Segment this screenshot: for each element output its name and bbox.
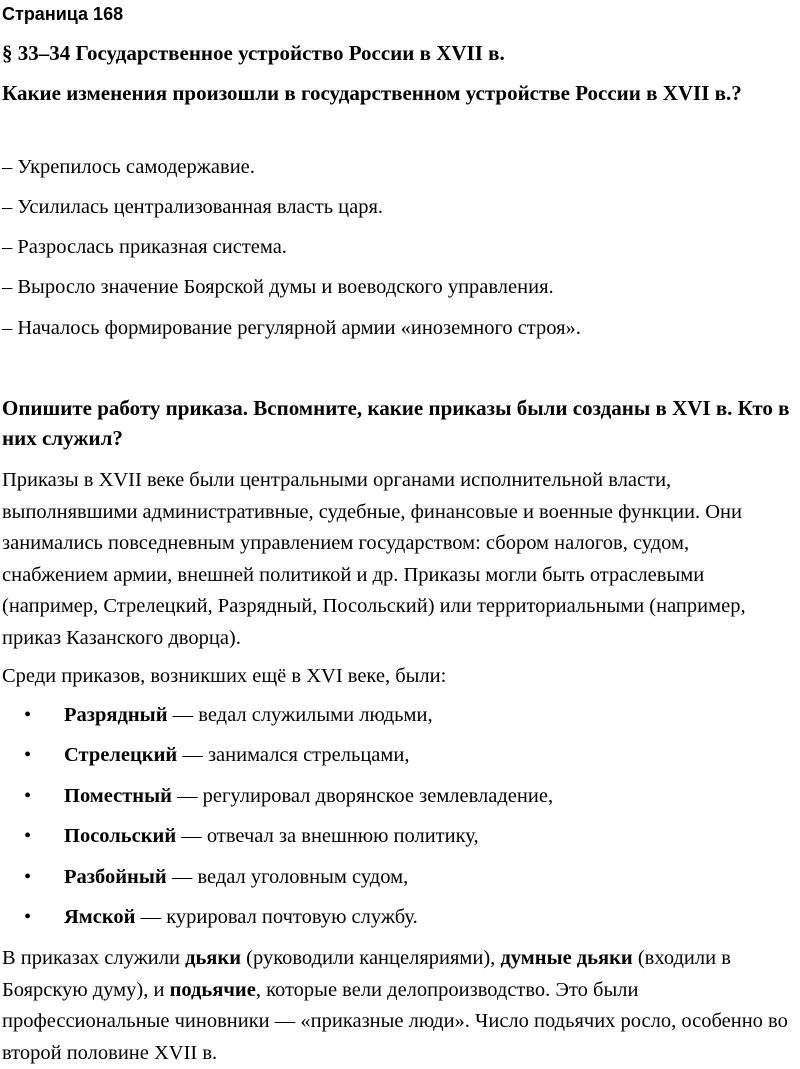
list-item-text: Посольский — отвечал за внешнюю политику, <box>64 825 479 847</box>
list-item-text: Поместный — регулировал дворянское землевладение, <box>64 785 554 807</box>
question-2-heading: Опишите работу приказа. Вспомните, какие приказы были созданы в XVI в. Кто в них служил? <box>2 396 790 450</box>
answer-item: – Укрепилось самодержавие. <box>2 156 255 178</box>
bullet-icon: • <box>24 785 32 807</box>
officials-paragraph: В приказах служили дьяки (руководили канцеляриями), думные дьяки (входили в Боярскую думу), и подьячие, которые вели делопроизводство. Это были профессиональные чиновники — «приказные люди». Число подьячих росло, особенно во второй половине XVII в. <box>2 947 788 1064</box>
term-dyaki: дьяки <box>185 947 242 969</box>
answer-item: – Усилилась централизованная власть царя. <box>2 196 384 218</box>
term-dumnye-dyaki: думные дьяки <box>500 947 633 969</box>
answer-item: – Разрослась приказная система. <box>2 236 287 258</box>
list-item-text: Разрядный — ведал служилыми людьми, <box>64 704 433 726</box>
prikazy-description-paragraph: Приказы в XVII веке были центральными органами исполнительной власти, выполнявшими административные, судебные, финансовые и военные функции. Они занимались повседневным управлением государством: сбором налогов, судом, снабжением армии, внешней политикой и др. Приказы могли быть отраслевыми (например, Стрелецкий, Разрядный, Посольский) или территориальными (например, приказ Казанского дворца). <box>2 469 746 649</box>
bullet-icon: • <box>24 704 32 726</box>
list-item-text: Ямской — курировал почтовую службу. <box>64 906 418 928</box>
bullet-icon: • <box>24 744 32 766</box>
page-number-label: Страница 168 <box>2 4 124 24</box>
bullet-icon: • <box>24 866 32 888</box>
list-item-text: Разбойный — ведал уголовным судом, <box>64 866 409 888</box>
list-item-text: Стрелецкий — занимался стрельцами, <box>64 744 410 766</box>
bullet-icon: • <box>24 906 32 928</box>
prikazy-list-intro: Среди приказов, возникших ещё в XVI веке, были: <box>2 665 447 687</box>
question-1-heading: Какие изменения произошли в государственном устройстве России в XVII в.? <box>2 81 742 105</box>
term-podyachie: подьячие <box>169 978 256 1001</box>
bullet-icon: • <box>24 825 32 847</box>
answer-item: – Началось формирование регулярной армии «иноземного строя». <box>2 317 581 339</box>
section-title: § 33–34 Государственное устройство России в XVII в. <box>2 41 505 65</box>
answer-item: – Выросло значение Боярской думы и воеводского управления. <box>2 276 554 298</box>
